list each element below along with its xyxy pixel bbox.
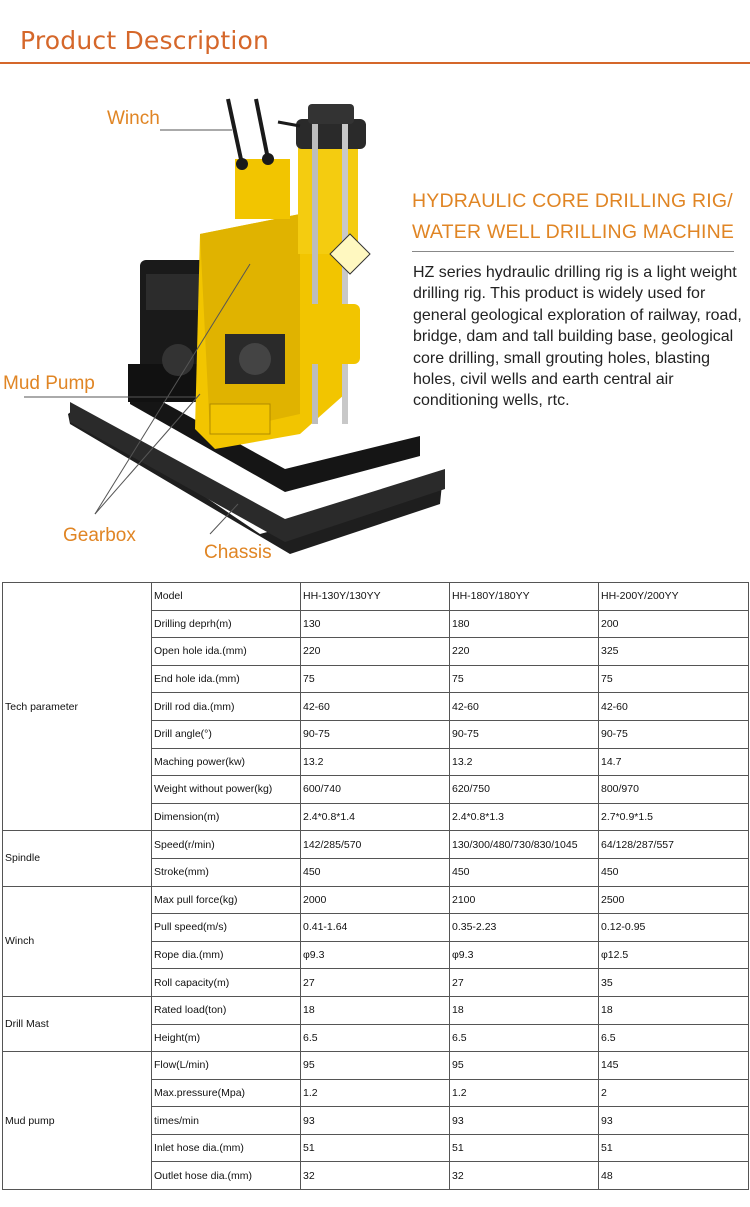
value-cell: 200 xyxy=(599,610,749,638)
value-cell: 18 xyxy=(599,996,749,1024)
value-cell: φ9.3 xyxy=(301,941,450,969)
value-cell: HH-130Y/130YY xyxy=(301,583,450,611)
section-header xyxy=(0,0,750,64)
value-cell: 145 xyxy=(599,1052,749,1080)
value-cell: 325 xyxy=(599,638,749,666)
heading-divider xyxy=(412,251,734,252)
value-cell: 95 xyxy=(301,1052,450,1080)
value-cell: 93 xyxy=(599,1107,749,1135)
table-row xyxy=(3,996,749,1024)
value-cell: 90-75 xyxy=(599,720,749,748)
value-cell: 800/970 xyxy=(599,776,749,804)
value-cell: 450 xyxy=(301,858,450,886)
group-label-cell: Mud pump xyxy=(3,1052,152,1190)
table-row xyxy=(3,886,749,914)
table-row xyxy=(3,583,749,611)
value-cell: 32 xyxy=(450,1162,599,1190)
value-cell: 75 xyxy=(450,665,599,693)
value-cell: HH-180Y/180YY xyxy=(450,583,599,611)
value-cell: 13.2 xyxy=(450,748,599,776)
value-cell: 27 xyxy=(450,969,599,997)
parameter-cell: Speed(r/min) xyxy=(152,831,301,859)
value-cell: 42-60 xyxy=(599,693,749,721)
value-cell: 42-60 xyxy=(301,693,450,721)
value-cell: 6.5 xyxy=(599,1024,749,1052)
parameter-cell: Pull speed(m/s) xyxy=(152,914,301,942)
parameter-cell: Roll capacity(m) xyxy=(152,969,301,997)
parameter-cell: Max pull force(kg) xyxy=(152,886,301,914)
value-cell: 35 xyxy=(599,969,749,997)
mud-pump-callout: Mud Pump xyxy=(3,373,95,394)
parameter-cell: Flow(L/min) xyxy=(152,1052,301,1080)
value-cell: 2.7*0.9*1.5 xyxy=(599,803,749,831)
value-cell: 1.2 xyxy=(450,1079,599,1107)
value-cell: 6.5 xyxy=(450,1024,599,1052)
spec-table xyxy=(2,582,749,1190)
parameter-cell: Drilling deprh(m) xyxy=(152,610,301,638)
group-label-cell: Drill Mast xyxy=(3,996,152,1051)
value-cell: 32 xyxy=(301,1162,450,1190)
group-label-cell: Tech parameter xyxy=(3,583,152,831)
parameter-cell: times/min xyxy=(152,1107,301,1135)
value-cell: 18 xyxy=(301,996,450,1024)
value-cell: 450 xyxy=(450,858,599,886)
parameter-cell: Weight without power(kg) xyxy=(152,776,301,804)
value-cell: 2.4*0.8*1.4 xyxy=(301,803,450,831)
value-cell: 64/128/287/557 xyxy=(599,831,749,859)
product-description: HZ series hydraulic drilling rig is a light weight drilling rig. This product is widely used for general geological exploration of railway, road, bridge, dam and tall building base, geological core drilling, small grouting holes, blasting holes, civil wells and earth central air conditioning wells, rtc. xyxy=(413,264,742,410)
group-label-cell: Spindle xyxy=(3,831,152,886)
chassis-callout: Chassis xyxy=(204,542,272,563)
group-label-cell: Winch xyxy=(3,886,152,996)
value-cell: 18 xyxy=(450,996,599,1024)
value-cell: 600/740 xyxy=(301,776,450,804)
value-cell: 51 xyxy=(450,1134,599,1162)
value-cell: φ12.5 xyxy=(599,941,749,969)
value-cell: 90-75 xyxy=(301,720,450,748)
value-cell: 13.2 xyxy=(301,748,450,776)
table-row xyxy=(3,1052,749,1080)
value-cell: 6.5 xyxy=(301,1024,450,1052)
value-cell: 130 xyxy=(301,610,450,638)
parameter-cell: Rated load(ton) xyxy=(152,996,301,1024)
value-cell: 180 xyxy=(450,610,599,638)
parameter-cell: Inlet hose dia.(mm) xyxy=(152,1134,301,1162)
value-cell: 2500 xyxy=(599,886,749,914)
parameter-cell: Outlet hose dia.(mm) xyxy=(152,1162,301,1190)
value-cell: 2100 xyxy=(450,886,599,914)
product-heading xyxy=(412,186,734,248)
value-cell: 130/300/480/730/830/1045 xyxy=(450,831,599,859)
value-cell: 220 xyxy=(450,638,599,666)
value-cell: 75 xyxy=(301,665,450,693)
heading-line-2: WATER WELL DRILLING MACHINE xyxy=(412,221,735,243)
value-cell: 14.7 xyxy=(599,748,749,776)
table-row xyxy=(3,831,749,859)
parameter-cell: Dimension(m) xyxy=(152,803,301,831)
parameter-cell: Stroke(mm) xyxy=(152,858,301,886)
parameter-cell: End hole ida.(mm) xyxy=(152,665,301,693)
value-cell: 93 xyxy=(301,1107,450,1135)
value-cell: 90-75 xyxy=(450,720,599,748)
value-cell: 2000 xyxy=(301,886,450,914)
parameter-cell: Max.pressure(Mpa) xyxy=(152,1079,301,1107)
value-cell: 2.4*0.8*1.3 xyxy=(450,803,599,831)
value-cell: 2 xyxy=(599,1079,749,1107)
value-cell: 95 xyxy=(450,1052,599,1080)
value-cell: 51 xyxy=(599,1134,749,1162)
value-cell: 51 xyxy=(301,1134,450,1162)
parameter-cell: Maching power(kw) xyxy=(152,748,301,776)
gearbox-callout: Gearbox xyxy=(63,525,136,546)
value-cell: 0.41-1.64 xyxy=(301,914,450,942)
value-cell: HH-200Y/200YY xyxy=(599,583,749,611)
value-cell: 48 xyxy=(599,1162,749,1190)
value-cell: 42-60 xyxy=(450,693,599,721)
parameter-cell: Drill rod dia.(mm) xyxy=(152,693,301,721)
value-cell: 620/750 xyxy=(450,776,599,804)
value-cell: 27 xyxy=(301,969,450,997)
parameter-cell: Rope dia.(mm) xyxy=(152,941,301,969)
parameter-cell: Open hole ida.(mm) xyxy=(152,638,301,666)
value-cell: 0.35-2.23 xyxy=(450,914,599,942)
drilling-rig-image xyxy=(0,64,460,576)
parameter-cell: Model xyxy=(152,583,301,611)
value-cell: 93 xyxy=(450,1107,599,1135)
value-cell: φ9.3 xyxy=(450,941,599,969)
value-cell: 220 xyxy=(301,638,450,666)
parameter-cell: Drill angle(°) xyxy=(152,720,301,748)
parameter-cell: Height(m) xyxy=(152,1024,301,1052)
value-cell: 0.12-0.95 xyxy=(599,914,749,942)
winch-callout: Winch xyxy=(107,108,160,129)
section-title: Product Description xyxy=(20,26,270,55)
heading-line-1: HYDRAULIC CORE DRILLING RIG/ xyxy=(412,190,733,212)
value-cell: 1.2 xyxy=(301,1079,450,1107)
value-cell: 75 xyxy=(599,665,749,693)
value-cell: 450 xyxy=(599,858,749,886)
spec-table-body xyxy=(3,583,749,1190)
value-cell: 142/285/570 xyxy=(301,831,450,859)
